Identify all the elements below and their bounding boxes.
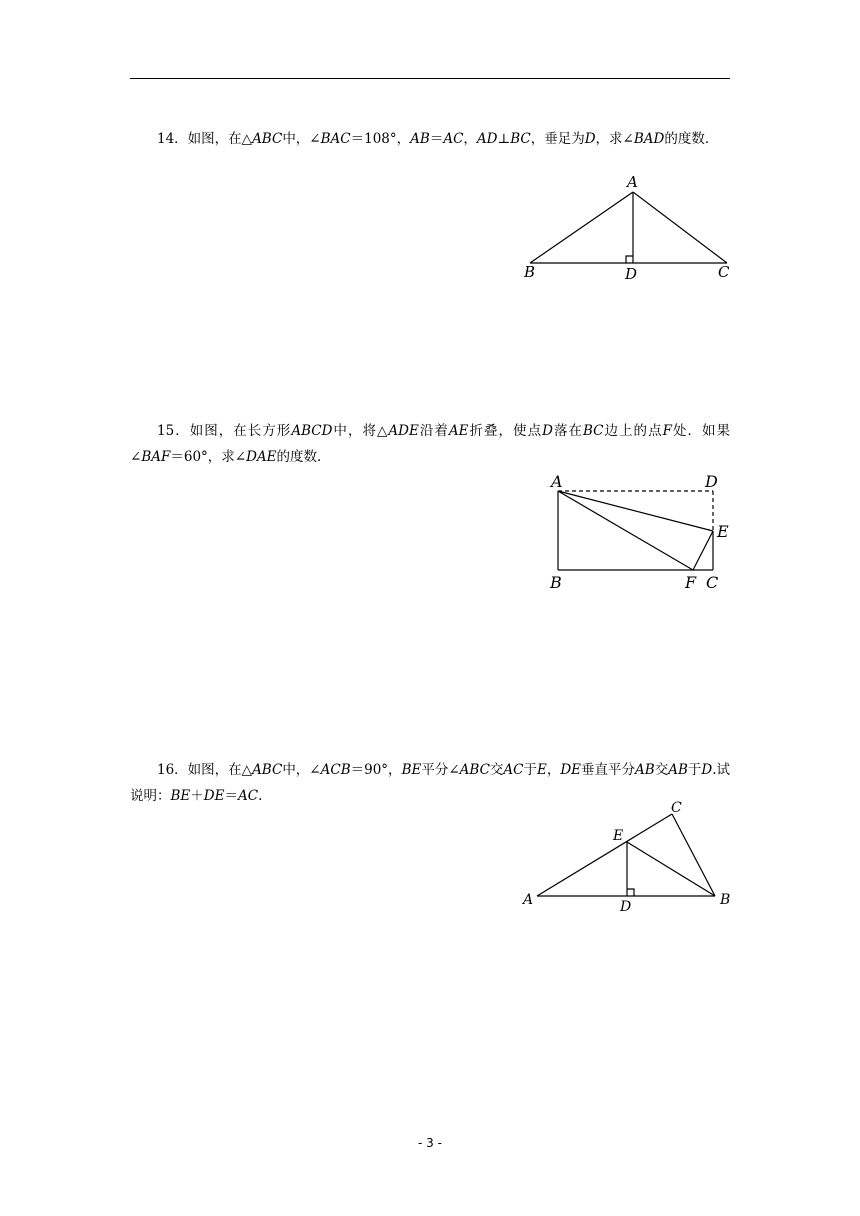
- problem-16-figure: [515, 798, 740, 920]
- label-D: D: [705, 472, 718, 491]
- label-D: D: [625, 265, 638, 283]
- label-B: B: [720, 892, 731, 908]
- problem-15-figure: [540, 470, 740, 595]
- label-E: E: [613, 828, 624, 844]
- label-A: A: [551, 472, 563, 491]
- label-C: C: [671, 800, 682, 816]
- label-B: B: [524, 263, 536, 281]
- problem-14-text: 14．如图，在△ABC中，∠BAC＝108°，AB＝AC，AD⊥BC，垂足为D，求∠BAD的度数．: [157, 131, 719, 147]
- label-E: E: [717, 522, 729, 541]
- page-number: - 3 -: [418, 1136, 442, 1150]
- label-D: D: [620, 899, 632, 915]
- label-F: F: [685, 573, 697, 592]
- label-A: A: [627, 173, 638, 191]
- label-C: C: [706, 573, 719, 592]
- problem-16-text: 16．如图，在△ABC中，∠ACB＝90°，BE平分∠ABC交AC于E，DE垂直平分AB交AB于D.试说明：BE＋DE＝AC.: [130, 762, 731, 804]
- label-C: C: [718, 263, 730, 281]
- problem-14-figure: [515, 170, 740, 285]
- label-A: A: [523, 892, 534, 908]
- problem-15-text: 15．如图，在长方形ABCD中，将△ADE沿着AE折叠，使点D落在BC边上的点F处．如果∠BAF＝60°，求∠DAE的度数．: [130, 423, 731, 465]
- header-rule: [130, 78, 730, 79]
- label-B: B: [550, 573, 562, 592]
